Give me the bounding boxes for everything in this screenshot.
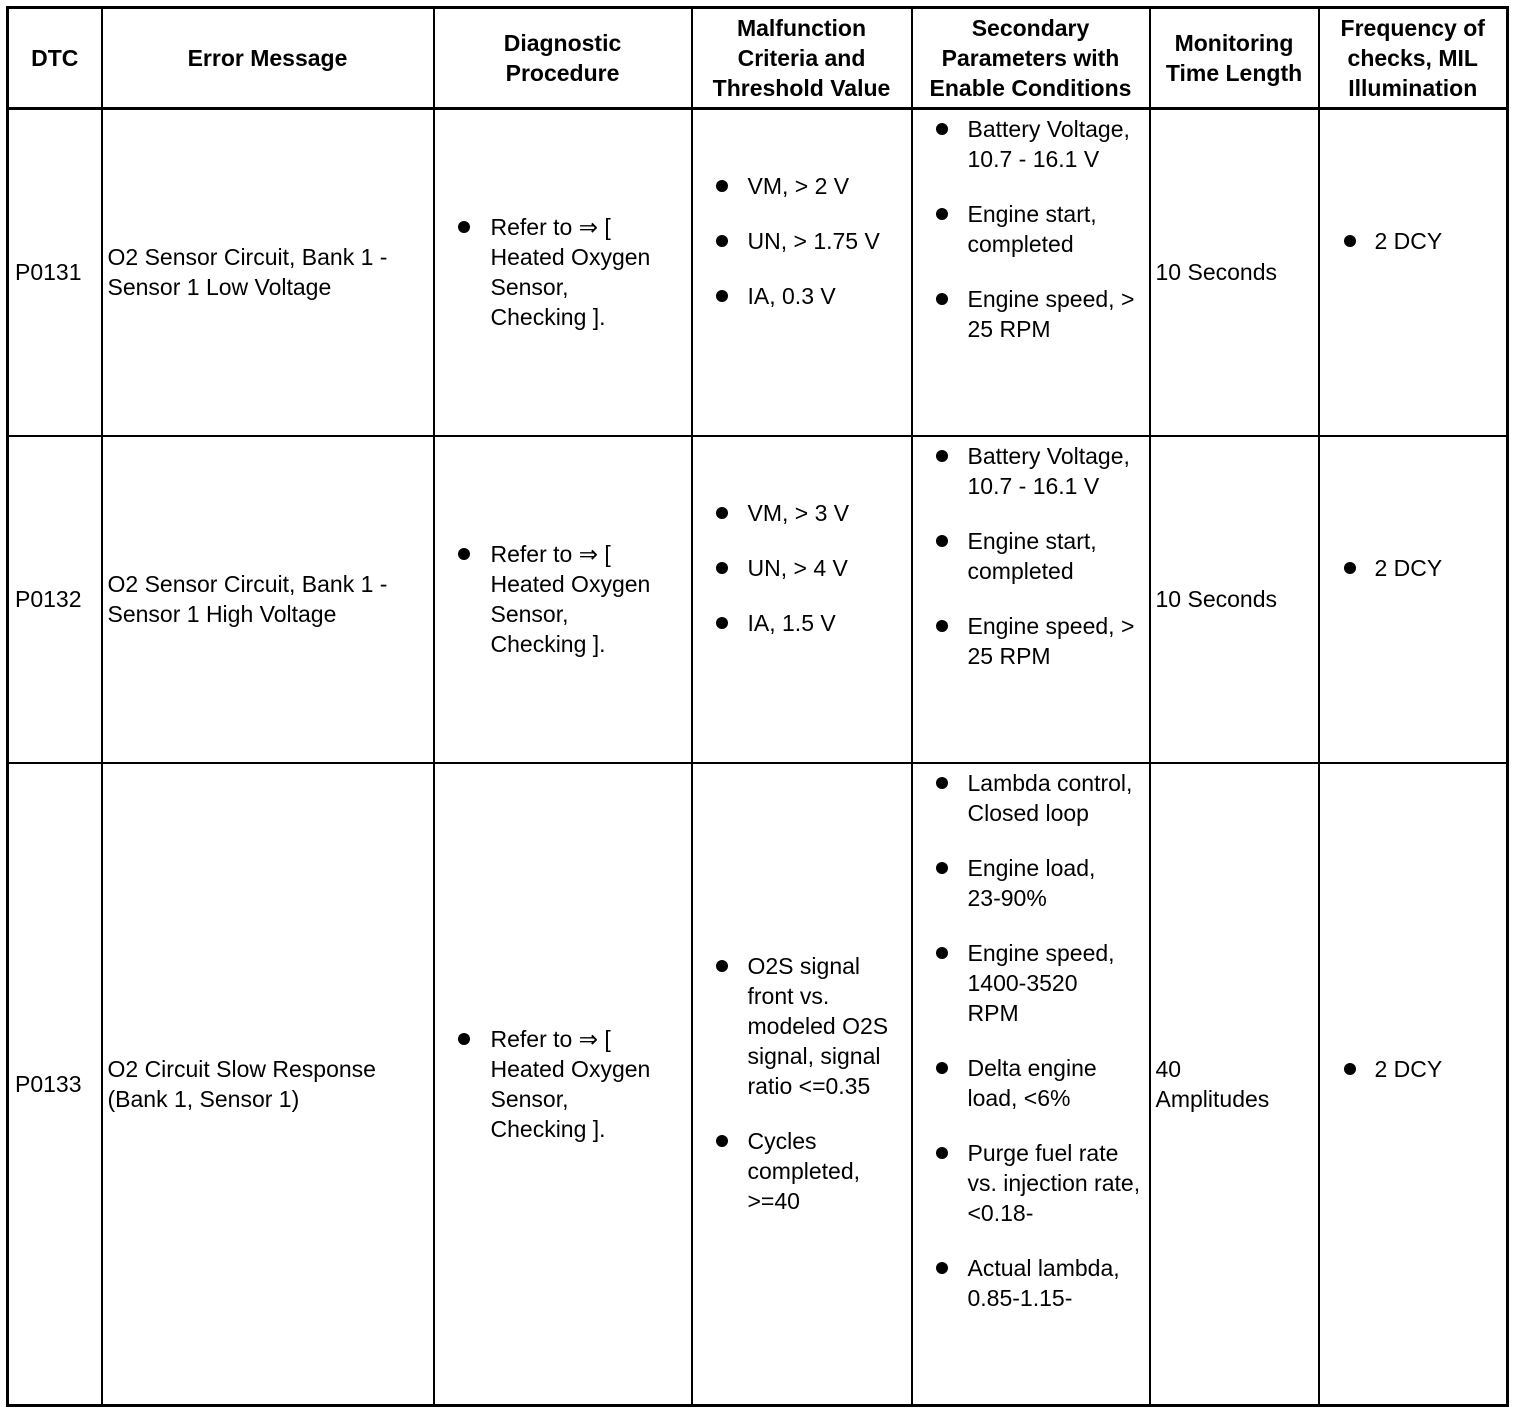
monitoring-time: 10 Seconds — [1150, 109, 1319, 436]
criteria-text: IA, 1.5 V — [747, 609, 836, 636]
bullet-icon — [716, 617, 728, 629]
bullet-icon — [458, 221, 470, 233]
criteria-text: VM, > 3 V — [747, 499, 850, 526]
bullet-icon — [936, 1262, 948, 1274]
secondary-text: Delta engine load, <6% — [967, 1054, 1097, 1111]
secondary-text: Engine load, 23-90% — [967, 854, 1096, 911]
monitoring-time: 40 Amplitudes — [1150, 763, 1319, 1406]
criteria-cell — [692, 109, 912, 436]
criteria-text: VM, > 2 V — [747, 173, 850, 199]
secondary-item — [913, 1253, 1143, 1313]
header-frequency: Frequency of checks, MIL Illumination — [1319, 8, 1508, 109]
secondary-text: Battery Voltage, 10.7 - 16.1 V — [967, 116, 1130, 172]
criteria-cell — [692, 436, 912, 763]
header-error-message: Error Message — [102, 8, 434, 109]
bullet-icon — [936, 947, 948, 959]
secondary-text: Engine speed, > 25 RPM — [967, 612, 1135, 669]
dtc-code: P0133 — [8, 763, 102, 1406]
bullet-icon — [1344, 562, 1356, 574]
criteria-item — [693, 1126, 903, 1216]
bullet-icon — [716, 1135, 728, 1147]
criteria-item — [693, 608, 911, 638]
criteria-item — [693, 171, 911, 201]
bullet-icon — [936, 620, 948, 632]
secondary-text: Actual lambda, 0.85-1.15- — [967, 1254, 1120, 1311]
secondary-item — [913, 768, 1143, 828]
dtc-code: P0132 — [8, 436, 102, 763]
bullet-icon — [936, 535, 948, 547]
frequency-item — [1320, 553, 1507, 583]
procedure-link-text[interactable]: Refer to ⇒ [ Heated Oxygen Sensor, Checking ]. — [490, 541, 651, 657]
procedure-item — [435, 539, 671, 659]
frequency-cell — [1319, 763, 1508, 1406]
secondary-item — [913, 284, 1143, 344]
criteria-item — [693, 951, 903, 1101]
secondary-text: Engine start, completed — [967, 201, 1097, 257]
secondary-item — [913, 441, 1143, 501]
bullet-icon — [936, 777, 948, 789]
criteria-item — [693, 226, 911, 256]
bullet-icon — [458, 548, 470, 560]
secondary-item — [913, 611, 1143, 671]
bullet-icon — [716, 960, 728, 972]
secondary-item — [913, 526, 1143, 586]
procedure-link-text[interactable]: Refer to ⇒ [ Heated Oxygen Sensor, Checking ]. — [490, 214, 651, 331]
error-message: O2 Sensor Circuit, Bank 1 - Sensor 1 Low Voltage — [102, 109, 434, 436]
frequency-text: 2 DCY — [1374, 554, 1443, 581]
secondary-item — [913, 853, 1143, 913]
criteria-cell — [692, 763, 912, 1406]
bullet-icon — [716, 290, 728, 302]
procedure-cell — [434, 763, 692, 1406]
frequency-cell — [1319, 109, 1508, 436]
header-monitoring-time: Monitoring Time Length — [1150, 8, 1319, 109]
procedure-cell — [434, 109, 692, 436]
bullet-icon — [1344, 1063, 1356, 1075]
criteria-item — [693, 498, 911, 528]
bullet-icon — [936, 123, 948, 135]
bullet-icon — [936, 1062, 948, 1074]
error-message: O2 Sensor Circuit, Bank 1 - Sensor 1 High Voltage — [102, 436, 434, 763]
frequency-cell — [1319, 436, 1508, 763]
procedure-item — [435, 212, 671, 332]
frequency-item — [1320, 226, 1507, 256]
criteria-text: IA, 0.3 V — [747, 283, 836, 309]
secondary-cell — [912, 109, 1150, 436]
secondary-item — [913, 199, 1143, 259]
criteria-item — [693, 553, 911, 583]
bullet-icon — [936, 450, 948, 462]
bullet-icon — [458, 1033, 470, 1045]
secondary-text: Engine speed, 1400-3520 RPM — [967, 939, 1115, 1026]
secondary-text: Lambda control, Closed loop — [967, 769, 1133, 826]
bullet-icon — [936, 862, 948, 874]
secondary-text: Battery Voltage, 10.7 - 16.1 V — [967, 442, 1130, 499]
bullet-icon — [936, 293, 948, 305]
frequency-text: 2 DCY — [1374, 228, 1443, 254]
error-message: O2 Circuit Slow Response (Bank 1, Sensor 1) — [102, 763, 434, 1406]
bullet-icon — [936, 1147, 948, 1159]
header-dtc: DTC — [8, 8, 102, 109]
secondary-text: Engine speed, > 25 RPM — [967, 286, 1135, 342]
procedure-cell — [434, 436, 692, 763]
header-diagnostic-procedure: Diagnostic Procedure — [434, 8, 692, 109]
table-row — [8, 109, 1508, 436]
secondary-text: Purge fuel rate vs. injection rate, <0.18- — [967, 1139, 1141, 1226]
secondary-cell — [912, 436, 1150, 763]
secondary-item — [913, 1138, 1143, 1228]
procedure-item — [435, 1024, 671, 1144]
frequency-item — [1320, 1054, 1507, 1084]
bullet-icon — [1344, 235, 1356, 247]
header-row — [8, 8, 1508, 109]
dtc-table — [6, 6, 1509, 1407]
header-malfunction-criteria: Malfunction Criteria and Threshold Value — [692, 8, 912, 109]
header-secondary-parameters: Secondary Parameters with Enable Conditions — [912, 8, 1150, 109]
secondary-item — [913, 1053, 1143, 1113]
criteria-text: O2S signal front vs. modeled O2S signal, signal ratio <=0.35 — [747, 953, 889, 1100]
bullet-icon — [716, 235, 728, 247]
table-row — [8, 763, 1508, 1406]
procedure-link-text[interactable]: Refer to ⇒ [ Heated Oxygen Sensor, Checking ]. — [490, 1025, 651, 1142]
criteria-text: UN, > 1.75 V — [747, 228, 880, 254]
bullet-icon — [716, 562, 728, 574]
bullet-icon — [716, 180, 728, 192]
criteria-text: Cycles completed, >=40 — [747, 1128, 861, 1215]
criteria-text: UN, > 4 V — [747, 554, 848, 581]
dtc-code: P0131 — [8, 109, 102, 436]
secondary-item — [913, 114, 1143, 174]
secondary-cell — [912, 763, 1150, 1406]
secondary-text: Engine start, completed — [967, 527, 1097, 584]
frequency-text: 2 DCY — [1374, 1055, 1443, 1082]
table-row — [8, 436, 1508, 763]
criteria-item — [693, 281, 911, 311]
secondary-item — [913, 938, 1143, 1028]
monitoring-time: 10 Seconds — [1150, 436, 1319, 763]
bullet-icon — [936, 208, 948, 220]
bullet-icon — [716, 507, 728, 519]
